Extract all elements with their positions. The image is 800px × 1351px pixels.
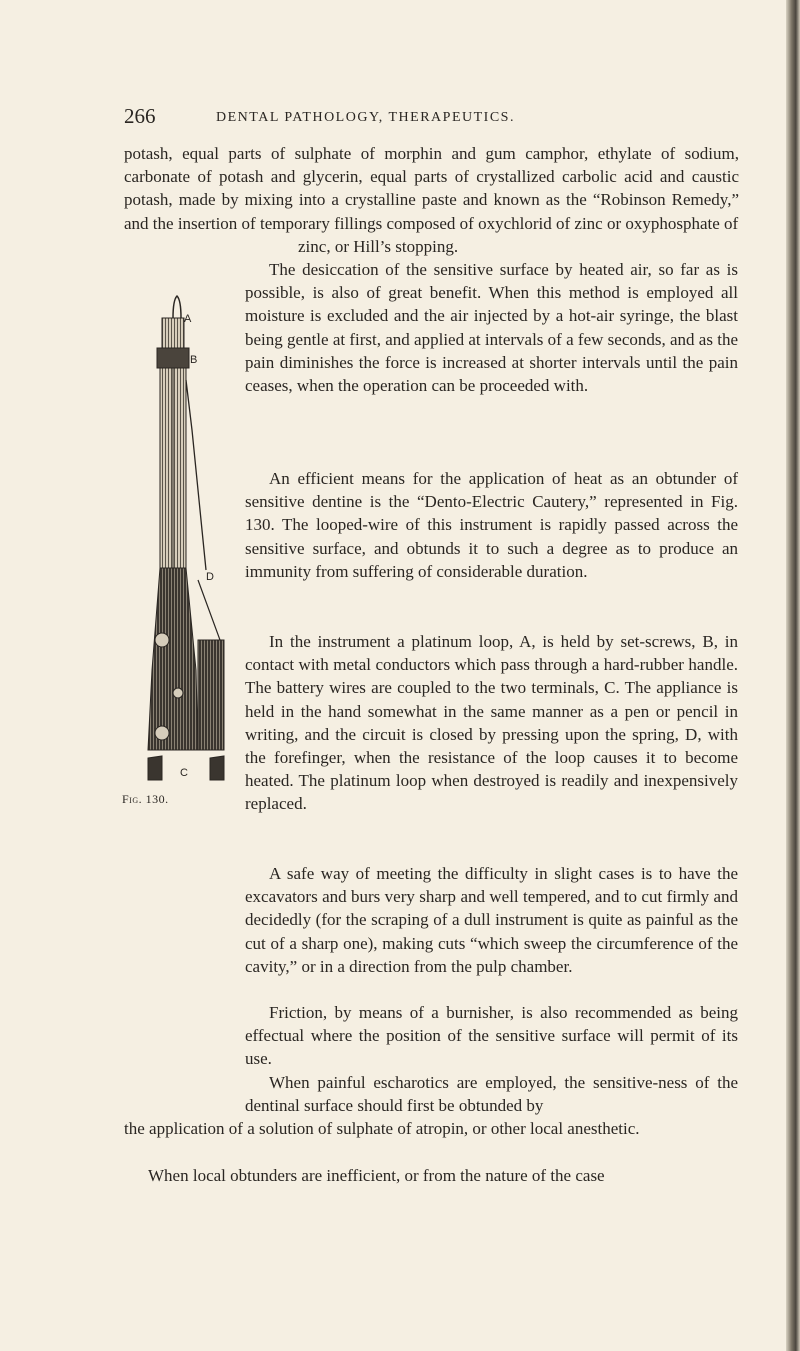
page-edge [786,0,800,1351]
terminal-right [210,756,224,780]
set-screws [157,348,189,368]
paragraph-1: The desiccation of the sensitive surface by heated air, so far as is possible, is also of great benefit. When this method is employed all moisture is excluded and the air injected by a hot-air syringe, the blast being gentle at first, and applied at intervals of a few seconds, and as the pain diminishes the force is increased at shorter intervals until the pain ceases, when the operation can be proceeded with. [245,260,738,396]
label-d: D [206,571,214,583]
figure-caption: Fig. 130. [122,792,169,806]
paragraph-7: When local obtunders are inefficient, or from the nature of the case [148,1166,605,1185]
page-number: 266 [124,104,156,128]
paragraph-6: When painful escharotics are employed, the sensitive-ness of the dentinal surface should first be obtunded by [245,1073,738,1116]
hard-rubber-handle [148,568,198,750]
paragraph-2: An efficient means for the application of heat as an obtunder of sensitive dentine is the “Dento-Electric Cautery,” represented in Fig. 130. The looped-wire of this instrument is rapidly passed across the sensitive surface, and obtunds it to such a degree as to produce an immunity from suffering of considerable duration. [245,469,738,581]
paragraph-4: A safe way of meeting the difficulty in slight cases is to have the excavators and burs very sharp and well tempered, and to cut firmly and decidedly (for the scraping of a dull instrument is quite as painful as the cut of a sharp one), making cuts “which sweep the circumference of the cavity,” or in a direction from the pulp chamber. [245,864,738,976]
paragraph-6-end: the application of a solution of sulphate of atropin, or other local anesthetic. [124,1119,640,1138]
paragraph-0-end: zinc, or Hill’s stopping. [298,236,459,256]
dento-electric-cautery-figure [140,280,246,800]
label-c: C [180,767,188,779]
page-header [124,104,744,134]
paragraph-0: potash, equal parts of sulphate of morphin and gum camphor, ethylate of sodium, carbonate of potash and glycerin, equal parts of crystallized carbolic acid and caustic potash, made by mixing into a crystalline paste and known as the “Robinson Remedy,” and the insertion of temporary fillings composed of oxychlorid of zinc or oxyphosphate of [124,144,739,233]
label-b: B [190,354,198,366]
cautery-illustration [140,280,246,800]
paragraph-5: Friction, by means of a burnisher, is also recommended as being effectual where the position of the sensitive surface will permit of its use. [245,1003,738,1069]
platinum-loop [173,296,181,318]
terminal-left [148,756,162,780]
running-head: DENTAL PATHOLOGY, THERAPEUTICS. [216,110,515,125]
label-a: A [184,313,192,325]
spring [186,380,206,570]
paragraph-3: In the instrument a platinum loop, A, is held by set-screws, B, in contact with metal conductors which pass through a hard-rubber handle. The battery wires are coupled to the two terminals, C. The appliance is held in the hand somewhat in the same manner as a pen or pencil in writing, and the circuit is closed by pressing upon the spring, D, with the forefinger, when the resistance of the loop causes it to become heated. The platinum loop when destroyed is readily and inexpensively replaced. [245,632,738,814]
